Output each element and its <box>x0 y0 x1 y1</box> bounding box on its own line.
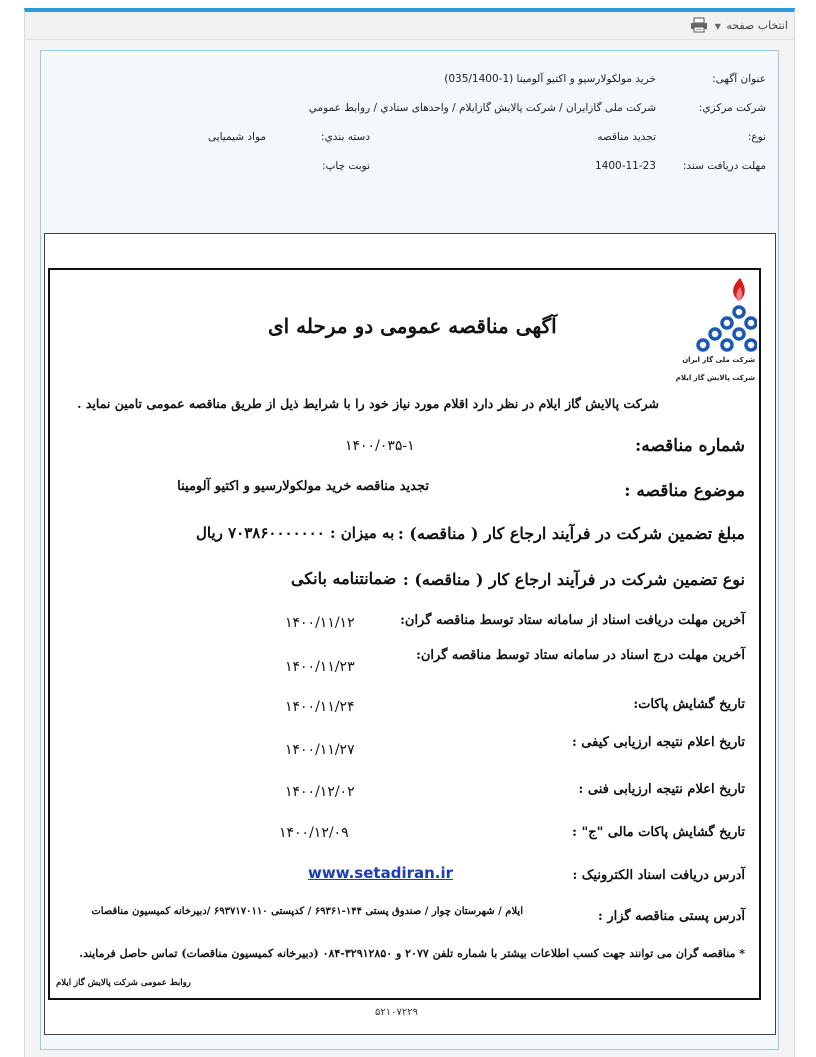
guarantee-type-label: نوع تضمین شرکت در فرآیند ارجاع کار ( مناقصه) : <box>402 570 745 589</box>
guarantee-type-value: ضمانتنامه بانکی <box>291 569 397 588</box>
postal-address-label: آدرس پستی مناقصه گزار : <box>598 909 745 924</box>
company-value: شرکت ملی گازایران / شرکت پالایش گازایلام / واحدهای ستادي / روابط عمومي <box>308 102 656 114</box>
printer-icon[interactable] <box>690 17 708 33</box>
type-value: تجدید مناقصه <box>597 131 656 143</box>
financial-date-label: تاریخ گشایش پاکات مالی "ج" : <box>572 825 745 840</box>
category-value: مواد شیمیایی <box>207 131 266 143</box>
web-address-label: آدرس دریافت اسناد الکترونیک : <box>572 868 745 883</box>
notice-details-panel <box>40 50 779 1050</box>
contact-note: * مناقصه گران می توانند جهت کسب اطلاعات بیشتر با شماره تلفن ۲۰۷۷ و ۳۲۹۱۲۸۵۰-۰۸۴ (دبیرخانه کمیسیون مناقصات) تماس حاصل فرمایند. <box>79 947 745 960</box>
title-label: عنوان آگهی: <box>712 73 766 85</box>
deadline-label: مهلت دریافت سند: <box>682 160 766 172</box>
category-label: دسته بندي: <box>321 131 370 143</box>
open-date-label: تاریخ گشایش پاکات: <box>633 697 745 712</box>
tender-no-value: ۱۴۰۰/۰۳۵-۱ <box>345 438 415 454</box>
logo-caption-1: شرکت ملی گاز ایران <box>682 356 755 364</box>
tender-no-label: شماره مناقصه: <box>635 436 745 456</box>
notice-image <box>44 233 776 1035</box>
guarantee-amount-value: به میزان : ۷۰۳۸۶۰۰۰۰۰۰۰ ریال <box>196 524 395 542</box>
quality-date-label: تاریخ اعلام نتیجه ارزیابی کیفی : <box>571 735 745 750</box>
notice-code: ۵۲۱۰۷۲۲۹ <box>375 1007 418 1018</box>
logo-caption-2: شرکت پالایش گاز ایلام <box>675 374 755 382</box>
postal-address-value: ایلام / شهرستان چوار / صندوق پستی ۱۴۴-۶۹۳۶۱ / کدپستی ۶۹۳۷۱۷۰۱۱۰ /دبیرخانه کمیسیون مناقصات <box>91 906 523 917</box>
doc-receive-label: آخرین مهلت دریافت اسناد از سامانه ستاد توسط مناقصه گران: <box>400 613 745 628</box>
title-value: خرید مولکولارسیو و اکتیو آلومینا (1-035/1400) <box>444 73 656 85</box>
notice-heading: آگهی مناقصه عمومی دو مرحله ای <box>268 314 557 338</box>
guarantee-amount-label: مبلغ تضمین شرکت در فرآیند ارجاع کار ( مناقصه) : <box>397 524 745 543</box>
setadiran-link[interactable]: www.setadiran.ir <box>308 864 454 882</box>
doc-submit-value: ۱۴۰۰/۱۱/۲۳ <box>285 659 355 675</box>
subject-value: تجدید مناقصه خرید مولکولارسیو و اکتیو آلومینا <box>177 479 429 494</box>
company-label: شرکت مرکزي: <box>698 102 766 114</box>
doc-submit-label: آخرین مهلت درج اسناد در سامانه ستاد توسط مناقصه گران: <box>416 648 745 663</box>
open-date-value: ۱۴۰۰/۱۱/۲۴ <box>285 699 355 715</box>
technical-date-label: تاریخ اعلام نتیجه ارزیابی فنی : <box>578 782 745 797</box>
doc-receive-value: ۱۴۰۰/۱۱/۱۲ <box>285 615 355 631</box>
technical-date-value: ۱۴۰۰/۱۲/۰۲ <box>285 784 355 800</box>
notice-border <box>48 268 761 1000</box>
type-label: نوع: <box>747 131 766 143</box>
notice-intro: شرکت پالایش گاز ایلام در نظر دارد اقلام مورد نیاز خود را با شرایط ذیل از طریق مناقصه عمومی تامین نماید . <box>77 396 659 411</box>
toolbar <box>25 12 794 40</box>
select-page-label: انتخاب صفحه <box>726 19 788 32</box>
chevron-down-icon: ▼ <box>714 22 721 31</box>
deadline-value: 1400-11-23 <box>594 160 656 172</box>
content-frame <box>24 8 795 1057</box>
print-turn-label: نوبت چاپ: <box>321 160 370 172</box>
pr-signature: روابط عمومی شرکت پالایش گاز ایلام <box>56 978 191 988</box>
subject-label: موضوع مناقصه : <box>624 481 745 501</box>
quality-date-value: ۱۴۰۰/۱۱/۲۷ <box>285 742 355 758</box>
financial-date-value: ۱۴۰۰/۱۲/۰۹ <box>279 825 349 841</box>
select-page-dropdown[interactable] <box>715 19 788 32</box>
